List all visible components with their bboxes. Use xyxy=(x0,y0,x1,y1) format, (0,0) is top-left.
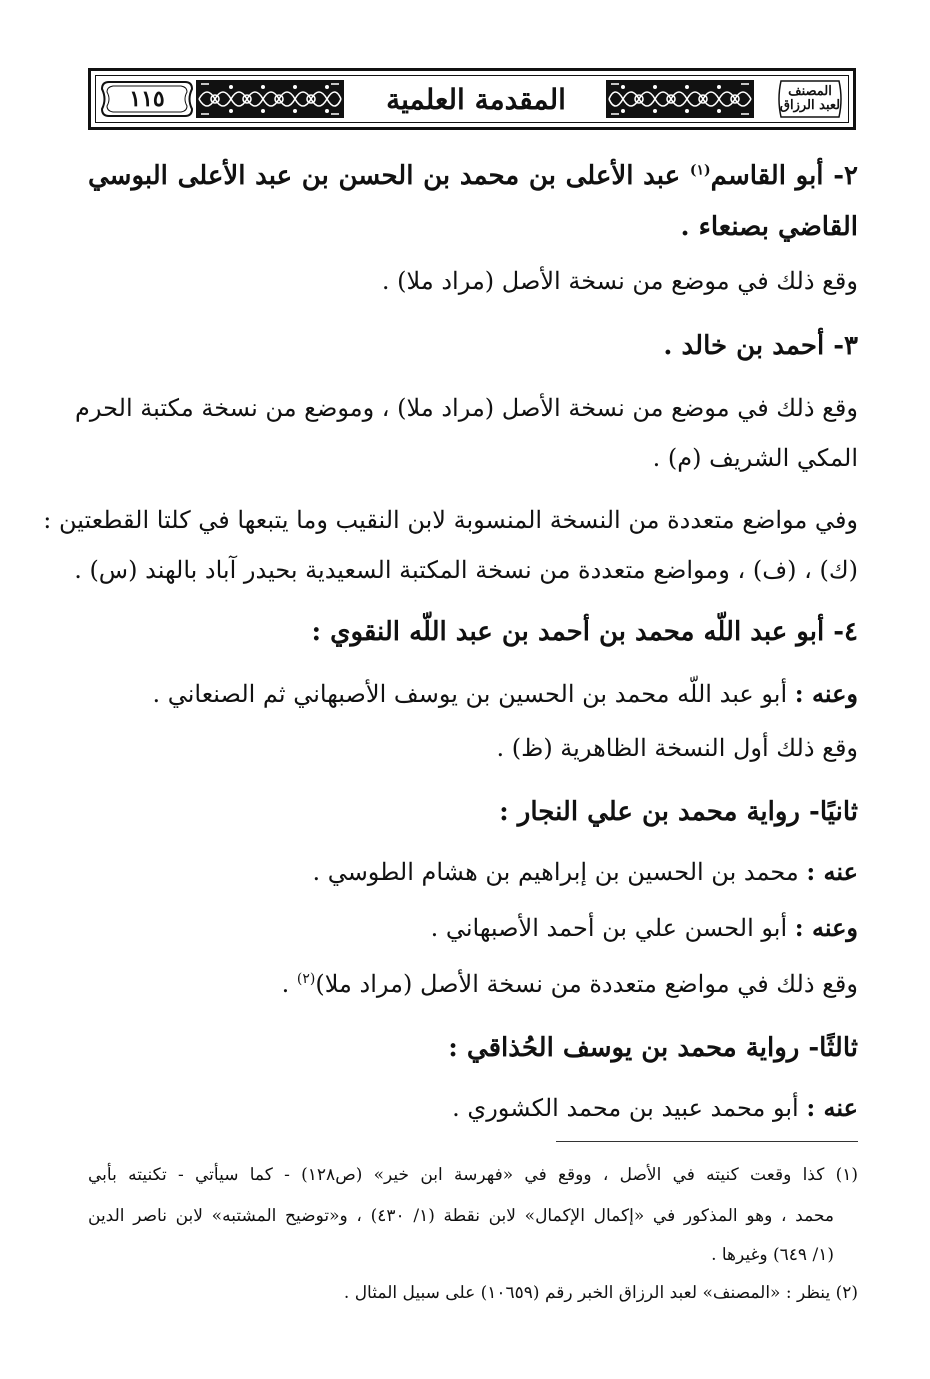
footnote-marker-1: (١) xyxy=(689,162,711,179)
body-line: وقع ذلك أول النسخة الظاهرية (ظ) . xyxy=(496,734,858,762)
running-title: المقدمة العلمية xyxy=(386,82,566,116)
entry-heading-2-cont: القاضي بصنعاء . xyxy=(680,212,858,242)
section-heading-third: ثالثًا- رواية محمد بن يوسف الحُذاقي : xyxy=(448,1033,858,1063)
ornament-left-icon xyxy=(195,79,345,119)
body-line xyxy=(282,966,858,1002)
chain-line xyxy=(431,910,858,946)
body-line: وقع ذلك في موضع من نسخة الأصل (مراد ملا) ، وموضع من نسخة مكتبة الحرم xyxy=(75,394,858,422)
entry-number: ٢- xyxy=(823,161,858,191)
chain-line xyxy=(452,1090,858,1126)
footnote-1-line-2: محمد ، وهو المذكور في «إكمال الإكمال» لابن نقطة (١/ ٤٣٠) ، و«توضيح المشتبه» لابن ناصر الدين xyxy=(88,1206,835,1226)
body-text-end: . xyxy=(281,970,297,998)
chain-label: وعنه : xyxy=(794,913,858,942)
footnote-1-line-1: (١) كذا وقعت كنيته في الأصل ، ووقع في «فهرسة ابن خير» (ص١٢٨) - كما سيأتي - تكنيته بأبي xyxy=(88,1165,858,1185)
chain-line xyxy=(152,676,858,712)
footnote-separator xyxy=(556,1141,858,1142)
narrator-name: عبد الأعلى بن محمد بن الحسن بن عبد الأعلى البوسي xyxy=(88,161,690,191)
entry-heading-2 xyxy=(88,158,858,194)
logo-text xyxy=(775,85,845,113)
ornament-right-icon xyxy=(605,79,755,119)
chain-label: وعنه : xyxy=(794,679,858,708)
body-text: وقع ذلك في مواضع متعددة من نسخة الأصل (مراد ملا) xyxy=(315,970,858,998)
narrator-kunya: أبو القاسم xyxy=(710,161,824,191)
chain-label: عنه : xyxy=(806,1093,858,1122)
logo-line-2: لعبد الرزاق xyxy=(779,98,841,113)
footnote-1-line-3: (١/ ٦٤٩) وغيرها . xyxy=(711,1245,834,1265)
page-header xyxy=(88,68,856,130)
chain-text: أبو محمد عبيد بن محمد الكشوري . xyxy=(452,1094,807,1122)
body-line: المكي الشريف (م) . xyxy=(652,444,858,472)
chain-text: أبو الحسن علي بن أحمد الأصبهاني . xyxy=(430,914,795,942)
logo-line-1: المصنف xyxy=(788,84,832,99)
page-number: ١١٥ xyxy=(129,86,165,112)
footnote-marker-2: (٢) xyxy=(296,971,316,987)
entry-heading-4: ٤- أبو عبد اللّه محمد بن أحمد بن عبد اللّه النقوي : xyxy=(311,617,858,647)
footnote-2: (٢) ينظر : «المصنف» لعبد الرزاق الخبر رقم (١٠٦٥٩) على سبيل المثال . xyxy=(343,1283,858,1303)
body-line: وقع ذلك في موضع من نسخة الأصل (مراد ملا) . xyxy=(381,267,858,295)
publisher-logo xyxy=(775,77,845,121)
entry-heading-3: ٣- أحمد بن خالد . xyxy=(663,331,858,361)
body-line: وفي مواضع متعددة من النسخة المنسوبة لابن النقيب وما يتبعها في كلتا القطعتين : xyxy=(43,506,858,534)
body-line: (ك) ، (ف) ، ومواضع متعددة من نسخة المكتبة السعيدية بحيدر آباد بالهند (س) . xyxy=(74,556,858,584)
chain-text: محمد بن الحسين بن إبراهيم بن هشام الطوسي . xyxy=(312,858,807,886)
page-number-cartouche xyxy=(99,79,195,119)
section-heading-second: ثانيًا- رواية محمد بن علي النجار : xyxy=(499,797,858,827)
chain-text: أبو عبد اللّه محمد بن الحسين بن يوسف الأصبهاني ثم الصنعاني . xyxy=(152,680,795,708)
chain-label: عنه : xyxy=(806,857,858,886)
chain-line xyxy=(312,854,858,890)
